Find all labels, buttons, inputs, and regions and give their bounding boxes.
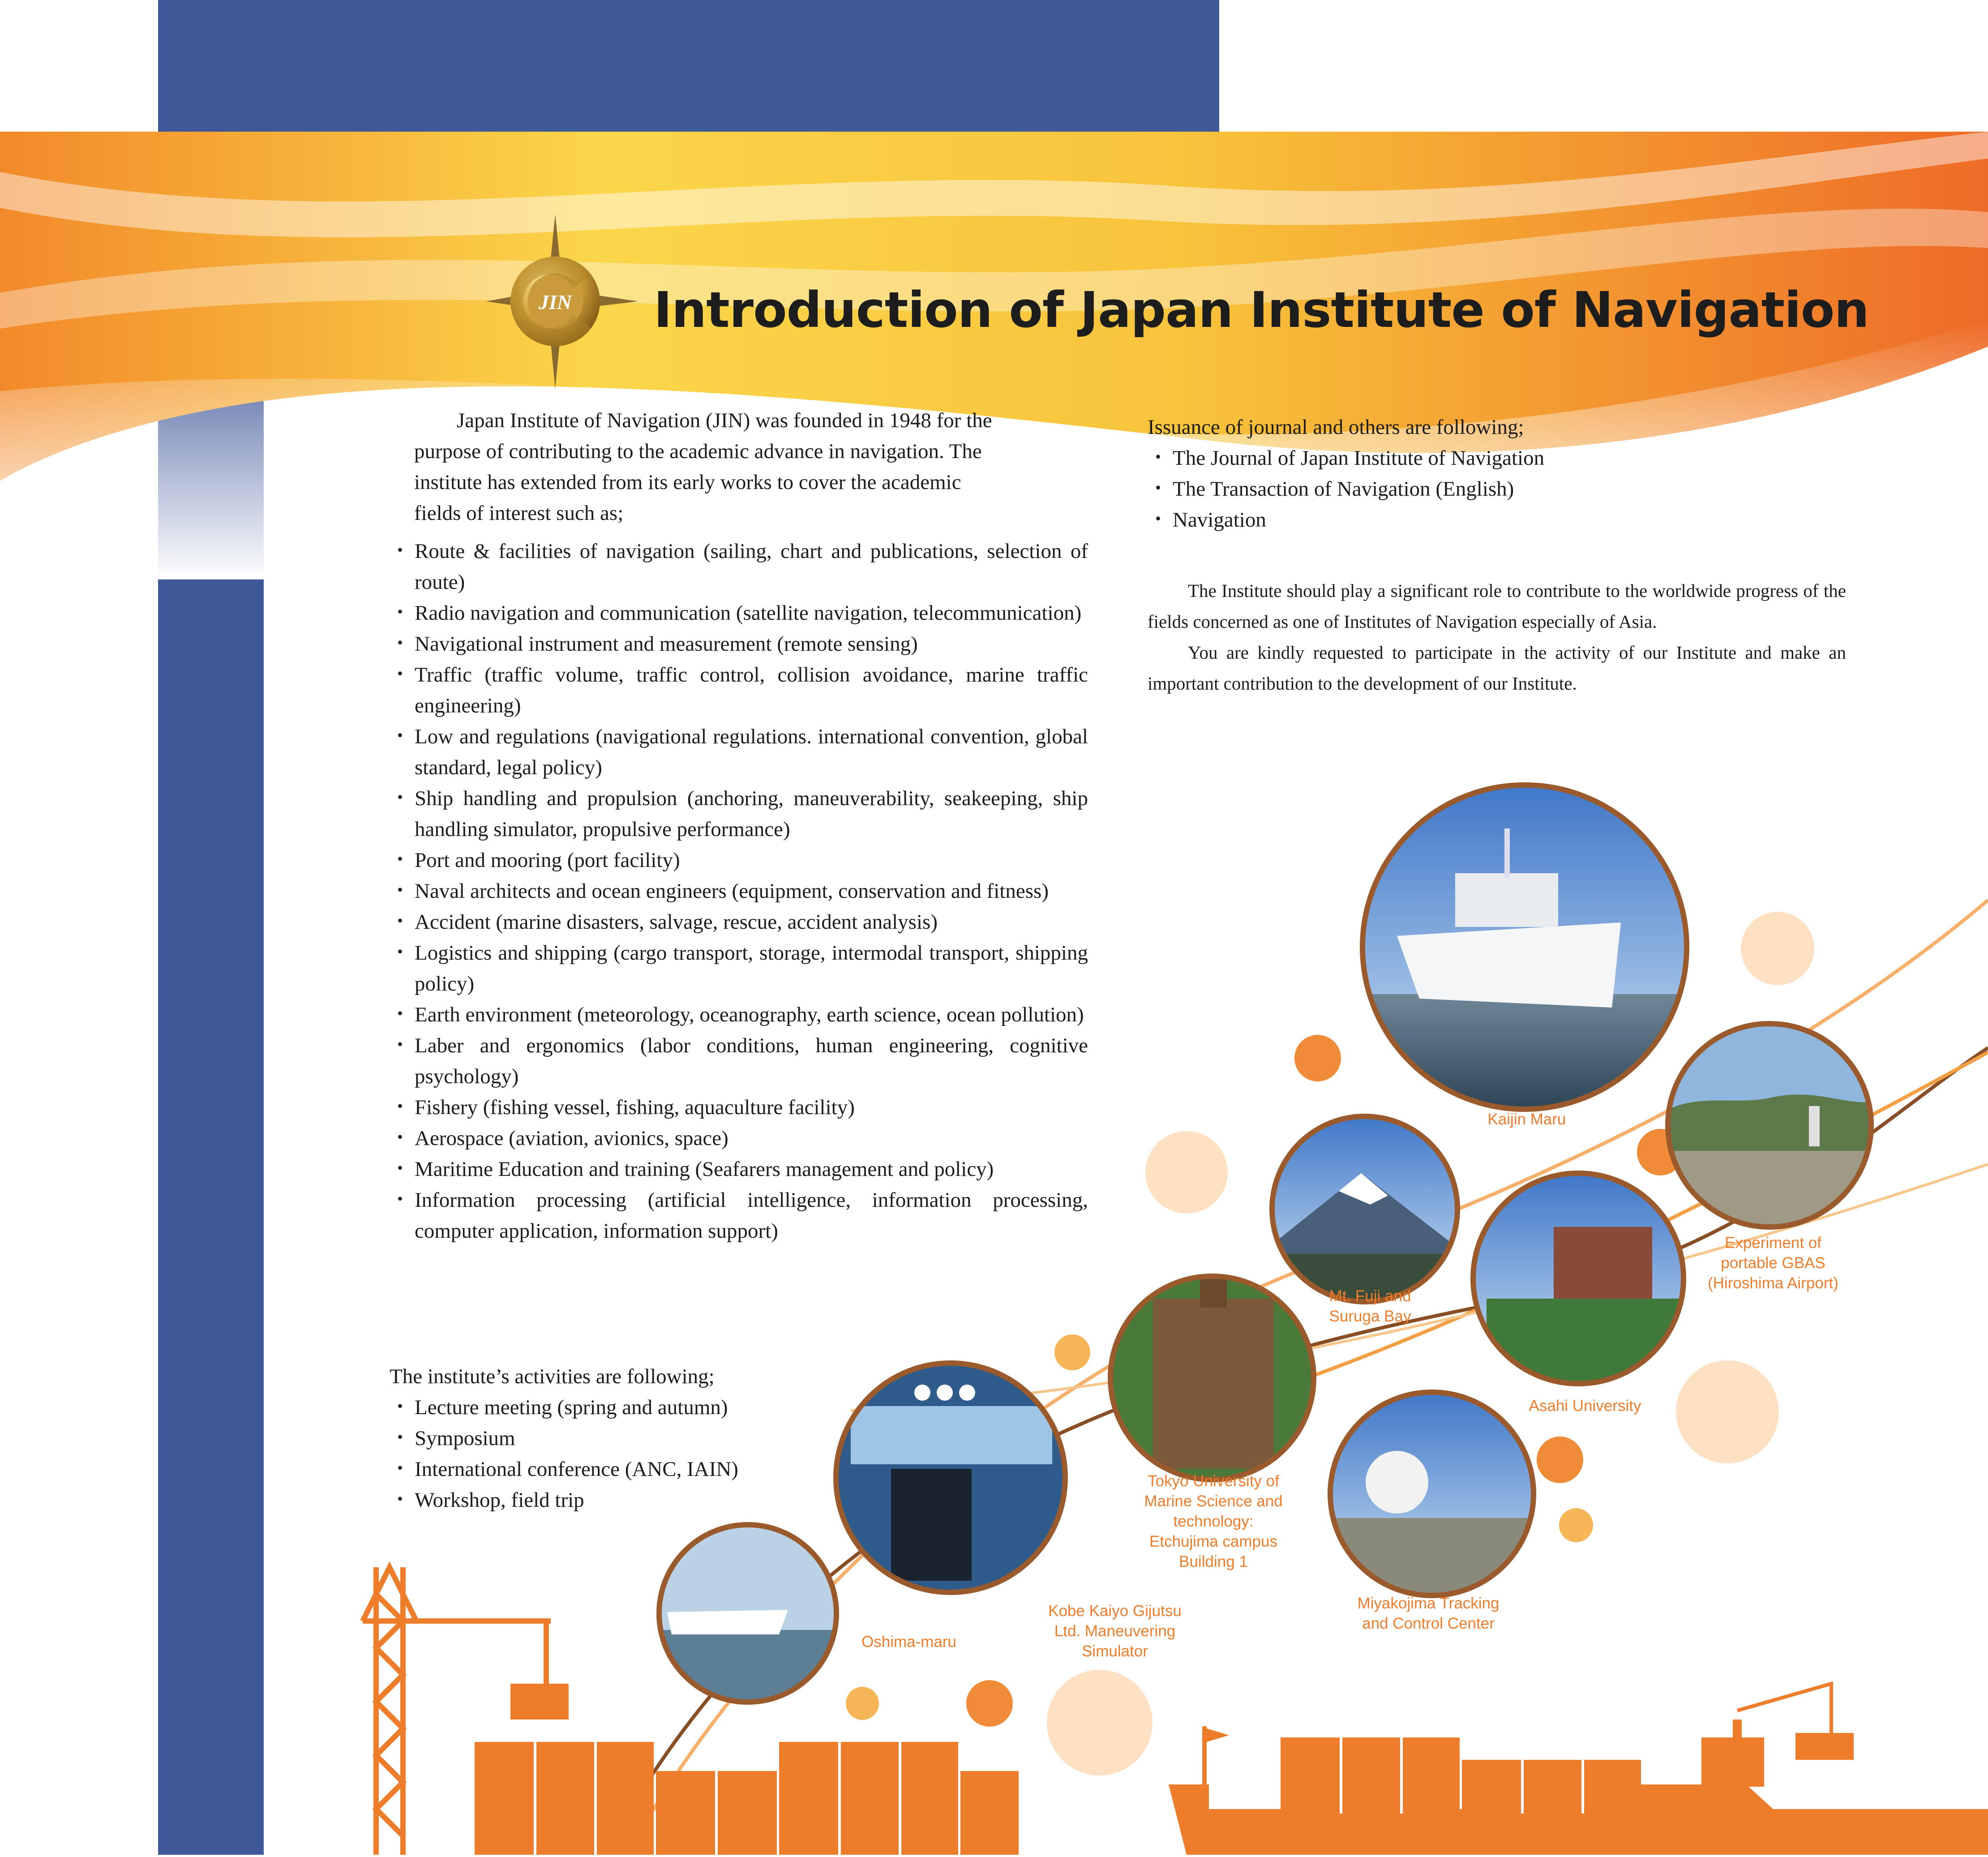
caption-gbas [1684, 1233, 1863, 1293]
intro-line: Japan Institute of Navigation (JIN) was founded in 1948 for the [457, 409, 992, 432]
photo-tokyo-university [1108, 1274, 1319, 1484]
list-item: ・ Logistics and shipping (cargo transport, storage, intermodal transport, shipping policy) [390, 938, 1088, 999]
decor-dot [1145, 1131, 1228, 1214]
list-item: ・ Route & facilities of navigation (sailing, chart and publications, selection of route) [390, 536, 1088, 598]
list-item: ・ The Journal of Japan Institute of Navigation [1148, 443, 1730, 474]
list-item: ・ Aerospace (aviation, avionics, space) [390, 1123, 1088, 1154]
caption-line: Marine Science and [1144, 1492, 1283, 1510]
caption-kobe-simulator [1025, 1601, 1204, 1661]
decor-dot [1047, 1670, 1153, 1776]
list-item: ・ Lecture meeting (spring and autumn) [390, 1392, 972, 1423]
caption-tokyo-university [1119, 1471, 1307, 1572]
list-item: ・ Ship handling and propulsion (anchoring, maneuverability, seakeeping, ship handling simulator, propulsive performance) [390, 783, 1088, 845]
photo-kobe-simulator [833, 1361, 1070, 1599]
list-item: ・ Port and mooring (port facility) [390, 845, 1088, 876]
list-item: ・ Navigational instrument and measurement (remote sensing) [390, 629, 1088, 660]
caption-line: Experiment of [1725, 1234, 1821, 1252]
decor-dot [1559, 1508, 1593, 1542]
intro-line: institute has extended from its early works to cover the academic [414, 471, 961, 494]
crane-container [510, 1684, 569, 1720]
caption-line: technology: [1173, 1513, 1254, 1530]
caption-line: and Control Center [1362, 1615, 1495, 1632]
list-item: ・ Accident (marine disasters, salvage, rescue, accident analysis) [390, 907, 1088, 938]
list-item: ・ Laber and ergonomics (labor conditions, human engineering, cognitive psychology) [390, 1030, 1088, 1092]
decor-dot [966, 1680, 1013, 1727]
list-item: ・ Maritime Education and training (Seafarers management and policy) [390, 1154, 1088, 1185]
decor-dot [1054, 1334, 1090, 1370]
logo-text: JIN [538, 291, 572, 313]
decor-dot [1741, 912, 1814, 985]
intro-line: fields of interest such as; [414, 502, 624, 525]
list-item: ・ International conference (ANC, IAIN) [390, 1454, 972, 1485]
role-paragraph: The Institute should play a significant role to contribute to the worldwide progress of the fields concerned as one of Institutes of Navigation especially of Asia. [1148, 580, 1846, 632]
photo-asahi-university [1473, 1173, 1684, 1384]
list-item: ・ Information processing (artificial intelligence, information processing, computer application, information support) [390, 1185, 1088, 1247]
photo-kaijin-maru [1361, 784, 1688, 1111]
caption-line: portable GBAS [1721, 1254, 1825, 1272]
page-title: Introduction of Japan Institute of Navigation [654, 281, 1869, 339]
caption-miyakojima [1334, 1593, 1522, 1634]
caption-line: Miyakojima Tracking [1357, 1595, 1500, 1612]
caption-line: Ltd. Maneuvering [1054, 1622, 1176, 1640]
caption-line: Mt. Fuji and [1329, 1287, 1411, 1305]
caption-line: Suruga Bay [1329, 1308, 1411, 1325]
caption-kaijin-maru: Kaijin Maru [1487, 1111, 1566, 1128]
cargo-ship-right [1169, 1720, 1988, 1855]
caption-line: Tokyo University of [1148, 1472, 1279, 1490]
list-item: ・ Navigation [1148, 505, 1730, 536]
list-item: ・ Workshop, field trip [390, 1485, 972, 1516]
list-item: ・ Earth environment (meteorology, oceanography, earth science, ocean pollution) [390, 999, 1088, 1030]
issuance-heading: Issuance of journal and others are following; [1148, 416, 1524, 439]
list-item: ・ Radio navigation and communication (satellite navigation, telecommunication) [390, 598, 1088, 629]
role-paragraph: You are kindly requested to participate in the activity of our Institute and make an important contribution to the development of our Institute. [1148, 642, 1846, 694]
caption-mt-fuji [1298, 1286, 1442, 1326]
intro-line: purpose of contributing to the academic advance in navigation. The [414, 440, 982, 463]
caption-line: Simulator [1082, 1643, 1148, 1660]
ship-crane-arm [1737, 1684, 1831, 1733]
list-item: ・ Low and regulations (navigational regulations. international convention, global standard, legal policy) [390, 721, 1088, 783]
decor-dot [1676, 1360, 1779, 1463]
list-item: ・ Symposium [390, 1423, 972, 1454]
photo-oshima-maru [658, 1522, 837, 1706]
photo-miyakojima [1328, 1390, 1538, 1603]
activities-heading: The institute’s activities are following; [390, 1365, 715, 1388]
caption-line: Kobe Kaiyo Gijutsu [1048, 1602, 1182, 1620]
list-item: ・ Naval architects and ocean engineers (equipment, conservation and fitness) [390, 876, 1088, 907]
photo-gbas [1666, 1021, 1876, 1231]
decor-dot [1294, 1035, 1341, 1081]
list-item: ・ Traffic (traffic volume, traffic control, collision avoidance, marine traffic engineering) [390, 660, 1088, 721]
caption-oshima-maru: Oshima-maru [861, 1633, 956, 1651]
decor-dot [846, 1687, 879, 1720]
caption-asahi-university: Asahi University [1529, 1397, 1641, 1415]
photo-mt-fuji [1272, 1115, 1460, 1303]
list-item: ・ The Transaction of Navigation (English) [1148, 474, 1730, 505]
list-item: ・ Fishery (fishing vessel, fishing, aquaculture facility) [390, 1092, 1088, 1123]
caption-line: (Hiroshima Airport) [1708, 1274, 1838, 1292]
caption-line: Building 1 [1179, 1553, 1248, 1570]
cargo-ship-left [475, 1742, 1019, 1855]
caption-line: Etchujima campus [1149, 1533, 1277, 1550]
decor-dot [1537, 1437, 1583, 1483]
